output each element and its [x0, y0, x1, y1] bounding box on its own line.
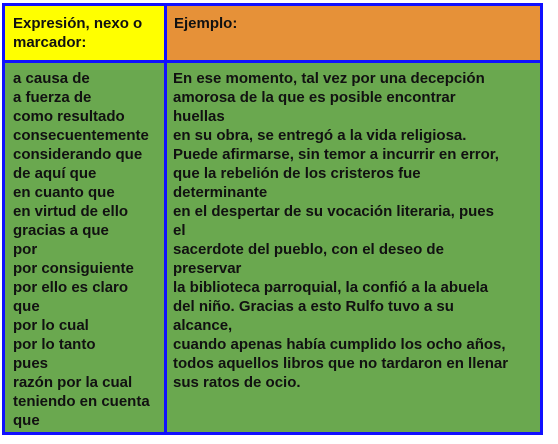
- example-line: alcance,: [173, 317, 233, 334]
- example-line: todos aquellos libros que no tardaron en llenar: [173, 355, 509, 372]
- marker-item: razón por la cual: [13, 374, 133, 391]
- example-line: sacerdote del pueblo, con el deseo de: [173, 241, 444, 258]
- marker-item: como resultado: [13, 108, 125, 125]
- marker-item: por lo tanto: [13, 336, 96, 353]
- example-line: huellas: [173, 108, 225, 125]
- example-line: Puede afirmarse, sin temor a incurrir en error,: [173, 146, 499, 163]
- example-line: en el despertar de su vocación literaria, pues: [173, 203, 494, 220]
- example-line: del niño. Gracias a esto Rulfo tuvo a su: [173, 298, 454, 315]
- example-line: preservar: [173, 260, 242, 277]
- marker-item: pues: [13, 355, 49, 372]
- marker-item: consecuentemente: [13, 127, 149, 144]
- marker-item: que: [13, 412, 40, 429]
- marker-item: en virtud de ello: [13, 203, 129, 220]
- header-expression: Expresión, nexo o marcador:: [5, 6, 164, 60]
- marker-item: considerando que: [13, 146, 143, 163]
- marker-item: por ello es claro: [13, 279, 129, 296]
- header-example: Ejemplo:: [167, 6, 540, 60]
- marker-item: por consiguiente: [13, 260, 134, 277]
- marker-item: de aquí que: [13, 165, 97, 182]
- example-line: el: [173, 222, 186, 239]
- example-line: sus ratos de ocio.: [173, 374, 301, 391]
- example-line: determinante: [173, 184, 268, 201]
- example-line: En ese momento, tal vez por una decepción: [173, 70, 485, 87]
- example-line: la biblioteca parroquial, la confió a la abuela: [173, 279, 489, 296]
- example-line: cuando apenas había cumplido los ocho años,: [173, 336, 506, 353]
- marker-item: a fuerza de: [13, 89, 92, 106]
- marker-item: a causa de: [13, 70, 90, 87]
- marker-item: que: [13, 298, 40, 315]
- marker-item: en cuanto que: [13, 184, 115, 201]
- example-line: que la rebelión de los cristeros fue: [173, 165, 421, 182]
- example-line: en su obra, se entregó a la vida religiosa.: [173, 127, 467, 144]
- marker-table: [2, 3, 543, 435]
- marker-item: gracias a que: [13, 222, 109, 239]
- example-text: [167, 63, 540, 432]
- markers-list: [5, 63, 164, 432]
- example-line: amorosa de la que es posible encontrar: [173, 89, 456, 106]
- marker-item: teniendo en cuenta: [13, 393, 150, 410]
- marker-item: por lo cual: [13, 317, 89, 334]
- marker-item: por: [13, 241, 38, 258]
